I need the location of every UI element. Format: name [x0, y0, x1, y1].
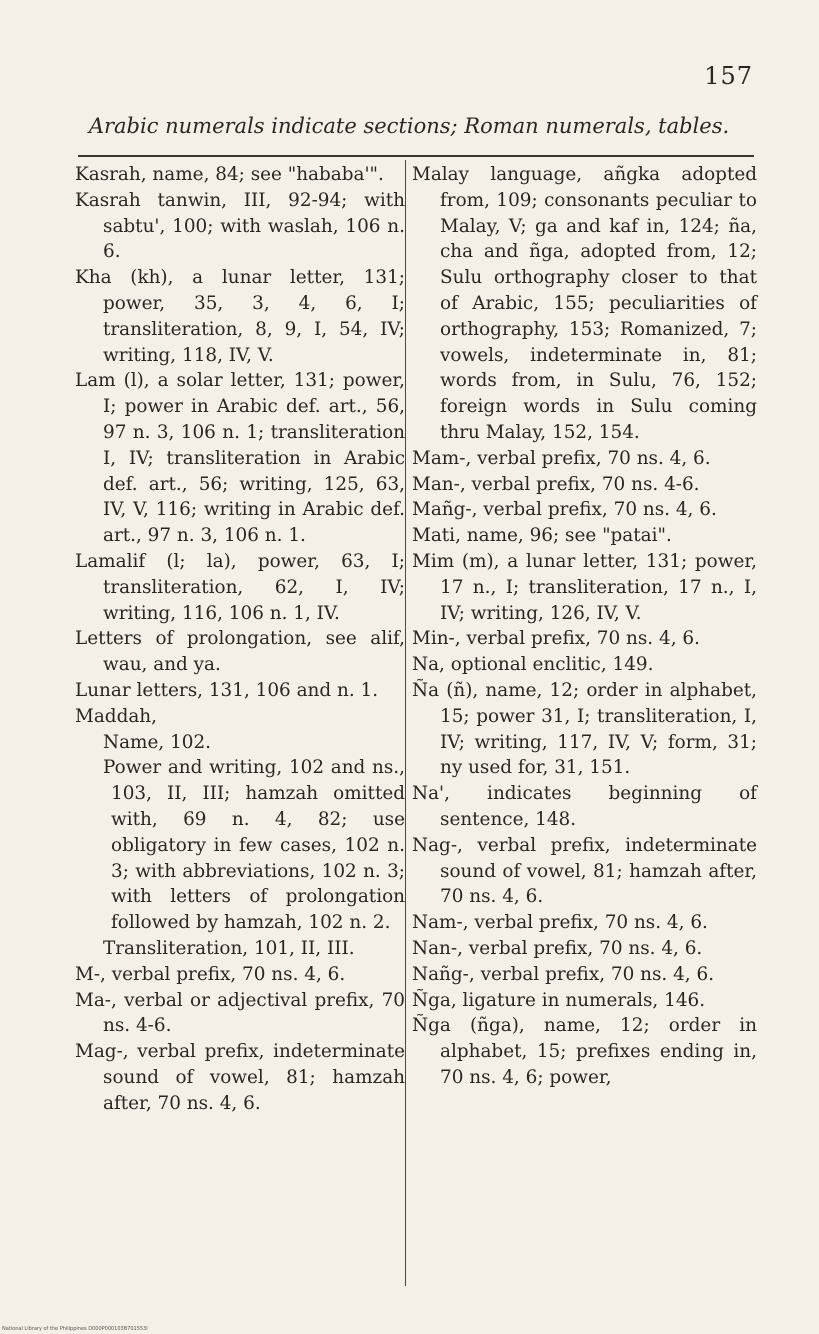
- index-entry: Letters of prolongation, see alif, wau, and ya.: [75, 628, 405, 676]
- index-entry: Lam (l), a solar letter, 131; power, I; power in Arabic def. art., 56, 97 n. 3, 106 n. 1; transliteration I, IV; transliteration in Arabic def. art., 56; writing, 125, 63, IV, V, 116; writing in Arabic def. art., 97 n. 3, 106 n. 1.: [75, 370, 405, 547]
- index-entry: Malay language, añgka adopted from, 109; consonants peculiar to Malay, V; ga and kaf in, 124; ña, cha and ñga, adopted from, 12; Sulu orthography closer to that of Arabic, 155; peculiarities of orthography, 153; Romanized, 7; vowels, indeterminate in, 81; words from, in Sulu, 76, 152; foreign words in Sulu coming thru Malay, 152, 154.: [412, 164, 757, 443]
- index-subentry: Name, 102.: [103, 731, 212, 753]
- index-entry: M-, verbal prefix, 70 ns. 4, 6.: [75, 963, 346, 985]
- footer-credit: National Library of the Philippines D000P000103B701553I: [2, 1326, 148, 1332]
- index-entry: Ña (ñ), name, 12; order in alphabet, 15; power 31, I; transliteration, I, IV; writing, 117, IV, V; form, 31; ny used for, 31, 151.: [412, 679, 757, 779]
- index-entry: Ñga, ligature in numerals, 146.: [412, 989, 706, 1011]
- column-divider: [405, 160, 406, 1286]
- index-entry: Kasrah, name, 84; see "hababa'".: [75, 164, 384, 185]
- index-entry: Nag-, verbal prefix, indeterminate sound of vowel, 81; hamzah after, 70 ns. 4, 6.: [412, 834, 757, 908]
- index-entry: Man-, verbal prefix, 70 ns. 4-6.: [412, 473, 700, 495]
- index-entry: Mam-, verbal prefix, 70 ns. 4, 6.: [412, 447, 711, 469]
- index-entry: Ñga (ñga), name, 12; order in alphabet, 15; prefixes ending in, 70 ns. 4, 6; power,: [412, 1015, 757, 1088]
- index-entry: Nan-, verbal prefix, 70 ns. 4, 6.: [412, 937, 703, 959]
- index-entry: Lamalif (l; la), power, 63, I; transliteration, 62, I, IV; writing, 116, 106 n. 1, IV.: [75, 550, 405, 624]
- index-entry: Na, optional enclitic, 149.: [412, 654, 654, 676]
- index-entry: Ma-, verbal or adjectival prefix, 70 ns. 4-6.: [75, 989, 405, 1037]
- index-entry: Kha (kh), a lunar letter, 131; power, 35, 3, 4, 6, I; transliteration, 8, 9, I, 54, IV; writing, 118, IV, V.: [75, 267, 405, 366]
- index-entry: Kasrah tanwin, III, 92-94; with sabtu', 100; with waslah, 106 n. 6.: [75, 189, 405, 263]
- index-entry: Min-, verbal prefix, 70 ns. 4, 6.: [412, 628, 700, 650]
- page-number: 157: [704, 62, 753, 90]
- index-entry: Na', indicates beginning of sentence, 148.: [412, 783, 757, 830]
- index-entry: Nam-, verbal prefix, 70 ns. 4, 6.: [412, 912, 708, 934]
- header-rule: [78, 155, 754, 157]
- index-entry: Lunar letters, 131, 106 and n. 1.: [75, 679, 379, 701]
- index-entry: Maddah,: [75, 705, 157, 727]
- index-subentry: Power and writing, 102 and ns., 103, II, III; hamzah omitted with, 69 n. 4, 82; use obligatory in few cases, 102 n. 3; with abbreviations, 102 n. 3; with letters of prolongation followed by hamzah, 102 n. 2.: [103, 757, 405, 934]
- running-head: Arabic numerals indicate sections; Roman numerals, tables.: [88, 114, 730, 138]
- left-column: [75, 162, 405, 1116]
- index-entry: Mati, name, 96; see "patai".: [412, 525, 672, 547]
- index-entry: Nañg-, verbal prefix, 70 ns. 4, 6.: [412, 963, 715, 985]
- index-subentry: Transliteration, 101, II, III.: [103, 937, 355, 959]
- index-entry: Mag-, verbal prefix, indeterminate sound of vowel, 81; hamzah after, 70 ns. 4, 6.: [75, 1041, 405, 1114]
- index-entry: Mañg-, verbal prefix, 70 ns. 4, 6.: [412, 499, 717, 521]
- index-entry: Mim (m), a lunar letter, 131; power, 17 n., I; transliteration, 17 n., I, IV; writing, 126, IV, V.: [412, 550, 757, 624]
- right-column: [412, 162, 757, 1091]
